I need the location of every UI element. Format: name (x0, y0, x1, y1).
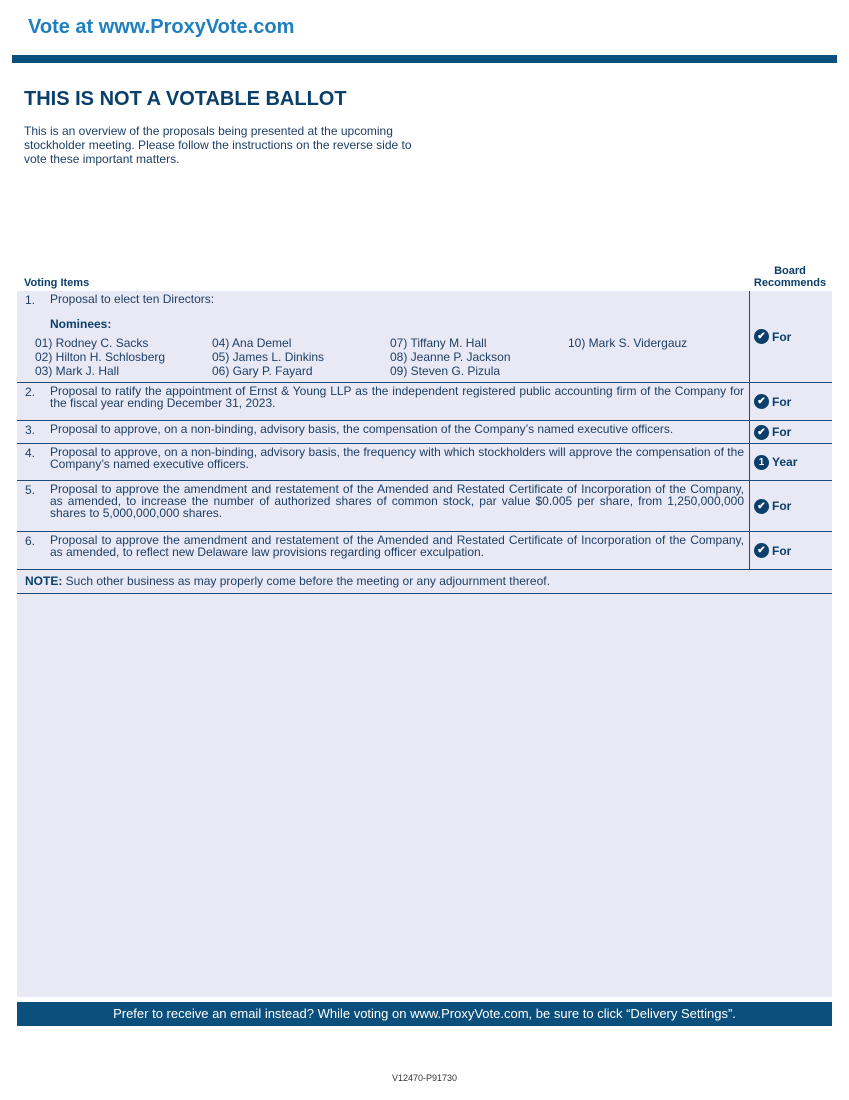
proposal-text: Proposal to approve the amendment and restatement of the Amended and Restated Certificate of Incorporation of the Company, as amended, to increase the number of authorized shares of common stock, par value $0.005 per share, from 1,250,000,000 shares to 5,000,000,000 shares. (50, 482, 744, 520)
page-title: THIS IS NOT A VOTABLE BALLOT (24, 88, 347, 110)
note-text (25, 574, 550, 588)
recommendation-label: For (772, 499, 792, 513)
intro-text: This is an overview of the proposals being presented at the upcoming stockholder meeting. Please follow the instructions on the reverse side to vote these important matters. (24, 124, 412, 166)
nominee: 06) Gary P. Fayard (212, 364, 313, 378)
proposal-row-4 (17, 444, 832, 481)
proposal-number: 3. (25, 423, 36, 437)
check-circle-icon: ✔ (754, 329, 769, 344)
check-circle-icon: ✔ (754, 425, 769, 440)
voting-items-header: Voting Items (24, 277, 90, 289)
proposal-text: Proposal to approve the amendment and restatement of the Amended and Restated Certificate of Incorporation of the Company, as amended, to reflect new Delaware law provisions regarding officer exculpation. (50, 533, 744, 559)
proxyvote-link[interactable]: Vote at www.ProxyVote.com (28, 16, 295, 38)
document-code: V12470-P91730 (391, 1073, 458, 1083)
nominees-label: Nominees: (50, 317, 112, 331)
proposal-number: 6. (25, 534, 36, 548)
note-body: Such other business as may properly come before the meeting or any adjournment thereof. (62, 574, 550, 588)
proposal-row-1 (17, 291, 832, 383)
proposal-text: Proposal to approve, on a non-binding, advisory basis, the compensation of the Company’s named executive officers. (50, 422, 674, 436)
proposal-number: 5. (25, 483, 36, 497)
nominee: 02) Hilton H. Schlosberg (35, 350, 166, 364)
board-recommendation (749, 291, 833, 382)
nominee: 09) Steven G. Pizula (390, 364, 501, 378)
proposal-number: 2. (25, 385, 36, 399)
proposal-text: Proposal to approve, on a non-binding, advisory basis, the frequency with which stockholders will approve the compensation of the Company’s named executive officers. (50, 445, 744, 471)
note-row (17, 570, 832, 594)
proposal-row-5 (17, 481, 832, 532)
proposal-row-2 (17, 383, 832, 421)
proposal-number: 1. (25, 293, 36, 307)
proposal-row-3 (17, 421, 832, 444)
check-circle-icon: ✔ (754, 394, 769, 409)
proposal-number: 4. (25, 446, 36, 460)
recommendation-label: Year (772, 455, 798, 469)
check-circle-icon: ✔ (754, 543, 769, 558)
nominee: 03) Mark J. Hall (35, 364, 120, 378)
board-recommendation (749, 444, 833, 480)
nominee: 04) Ana Demel (212, 336, 292, 350)
board-recommendation (749, 421, 833, 443)
check-circle-icon: ✔ (754, 499, 769, 514)
nominee: 08) Jeanne P. Jackson (390, 350, 511, 364)
board-recommendation (749, 383, 833, 420)
nominee: 05) James L. Dinkins (212, 350, 325, 364)
proposal-text: Proposal to elect ten Directors: (50, 292, 215, 306)
recommendation-label: For (772, 329, 792, 344)
delivery-settings-banner: Prefer to receive an email instead? While voting on www.ProxyVote.com, be sure to click “Delivery Settings”. (17, 1002, 832, 1026)
board-recommendation (749, 481, 833, 531)
recommendation-label: For (772, 543, 792, 558)
header-divider (12, 55, 837, 63)
proposal-text: Proposal to ratify the appointment of Ernst & Young LLP as the independent registered public accounting firm of the Company for the fiscal year ending December 31, 2023. (50, 384, 744, 410)
note-label: NOTE: (25, 574, 63, 588)
board-recommendation (749, 532, 833, 569)
nominee: 10) Mark S. Vidergauz (568, 336, 688, 350)
proposal-row-6 (17, 532, 832, 570)
one-circle-icon: 1 (754, 455, 769, 470)
board-recommends-header: Board Recommends (753, 265, 827, 289)
nominee: 01) Rodney C. Sacks (35, 336, 149, 350)
recommendation-label: For (772, 425, 792, 439)
nominee: 07) Tiffany M. Hall (390, 336, 487, 350)
recommendation-label: For (772, 394, 792, 409)
